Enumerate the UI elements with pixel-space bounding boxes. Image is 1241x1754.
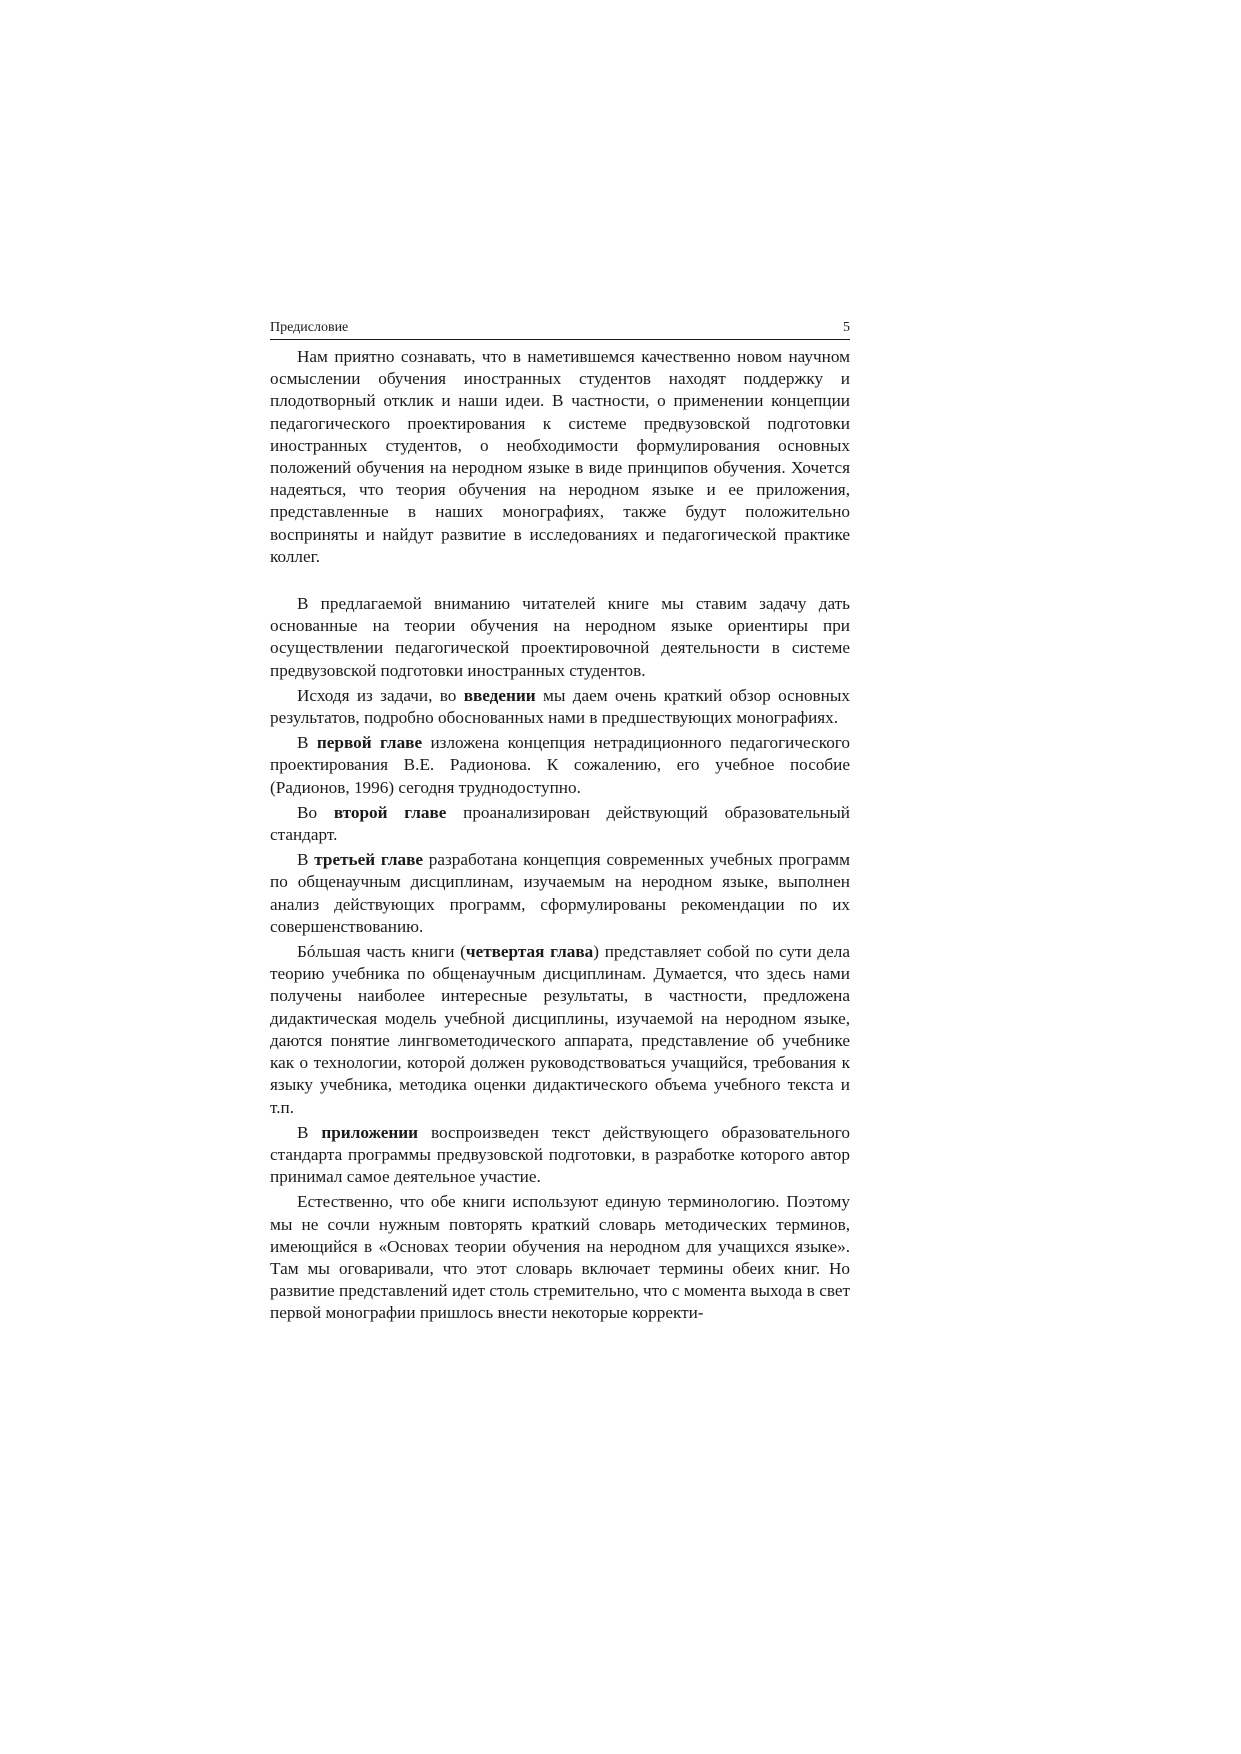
text-run: мы даем очень краткий обзор основных результатов, подробно обоснованных нами в предшествующих монографиях. [270, 685, 850, 728]
emphasized-term: приложении [321, 1122, 419, 1142]
paragraph-2 [270, 593, 850, 682]
text-run: В [297, 733, 317, 753]
text-run: разработана концепция современных учебных программ по общенаучным дисциплинам, изучаемым на неродном языке, выполнен анализ действующих программ, сформулированы рекомендации по их совершенствованию. [270, 850, 850, 936]
text-run: В предлагаемой вниманию читателей книге мы ставим задачу дать основанные на теории обучения на неродном языке ориентиры при осуществлении педагогической проектировочной деятельности в системе предвузовской подготовки иностранных студентов. [270, 594, 850, 680]
text-run: воспроизведен текст действующего образовательного стандарта программы предвузовской подготовки, в разработке которого автор принимал самое деятельное участие. [270, 1122, 850, 1187]
paragraph-1 [270, 346, 850, 568]
book-page [270, 318, 850, 1328]
section-title: Предисловие [270, 320, 349, 335]
paragraph-8 [270, 1122, 850, 1189]
emphasized-term: введении [463, 685, 536, 705]
running-head [270, 318, 850, 340]
text-run: изложена концепция нетрадиционного педагогического проектирования В.Е. Радионова. К сожалению, его учебное пособие (Радионов, 1996) сегодня труднодоступно. [270, 733, 850, 797]
text-run: В [297, 1122, 322, 1142]
body-text [270, 346, 850, 1325]
paragraph-9 [270, 1191, 850, 1324]
text-run: В [297, 850, 315, 870]
text-run: проанализирован действующий образовательный стандарт. [270, 802, 850, 845]
text-run: ) представляет собой по сути дела теорию учебника по общенаучным дисциплинам. Думается, что здесь нами получены наиболее интересные результаты, в частности, предложена дидактическая модель учебной дисциплины, изучаемой на неродном языке, даются понятие лингвометодического аппарата, представление об учебнике как о технологии, которой должен руководствоваться учащийся, требования к языку учебника, методика оценки дидактического объема учебного текста и т.п. [270, 942, 850, 1117]
page-number: 5 [843, 320, 850, 335]
emphasized-term: третьей главе [314, 850, 424, 870]
paragraph-7 [270, 941, 850, 1119]
text-run: Исходя из задачи, во [297, 685, 464, 705]
paragraph-6 [270, 849, 850, 938]
text-run: Бóльшая часть книги ( [297, 942, 466, 962]
emphasized-term: четвертая глава [465, 942, 594, 962]
paragraph-3 [270, 685, 850, 729]
paragraph-5 [270, 802, 850, 846]
text-run: Во [297, 802, 334, 822]
text-run: Естественно, что обе книги используют единую терминологию. Поэтому мы не сочли нужным повторять краткий словарь методических терминов, имеющийся в «Основах теории обучения на неродном для учащихся языке». Там мы оговаривали, что этот словарь включает термины обеих книг. Но развитие представлений идет столь стремительно, что с момента выхода в свет первой монографии пришлось внести некоторые корректи- [270, 1192, 850, 1323]
text-run: Нам приятно сознавать, что в наметившемся качественно новом научном осмыслении обучения иностранных студентов находят поддержку и плодотворный отклик и наши идеи. В частности, о применении концепции педагогического проектирования к системе предвузовской подготовки иностранных студентов, о необходимости формулирования основных положений обучения на неродном языке в виде принципов обучения. Хочется надеяться, что теория обучения на неродном языке и ее приложения, представленные в наших монографиях, также будут положительно восприняты и найдут развитие в исследованиях и педагогической практике коллег. [270, 347, 850, 566]
emphasized-term: второй главе [333, 802, 447, 822]
paragraph-4 [270, 732, 850, 799]
emphasized-term: первой главе [316, 733, 423, 753]
